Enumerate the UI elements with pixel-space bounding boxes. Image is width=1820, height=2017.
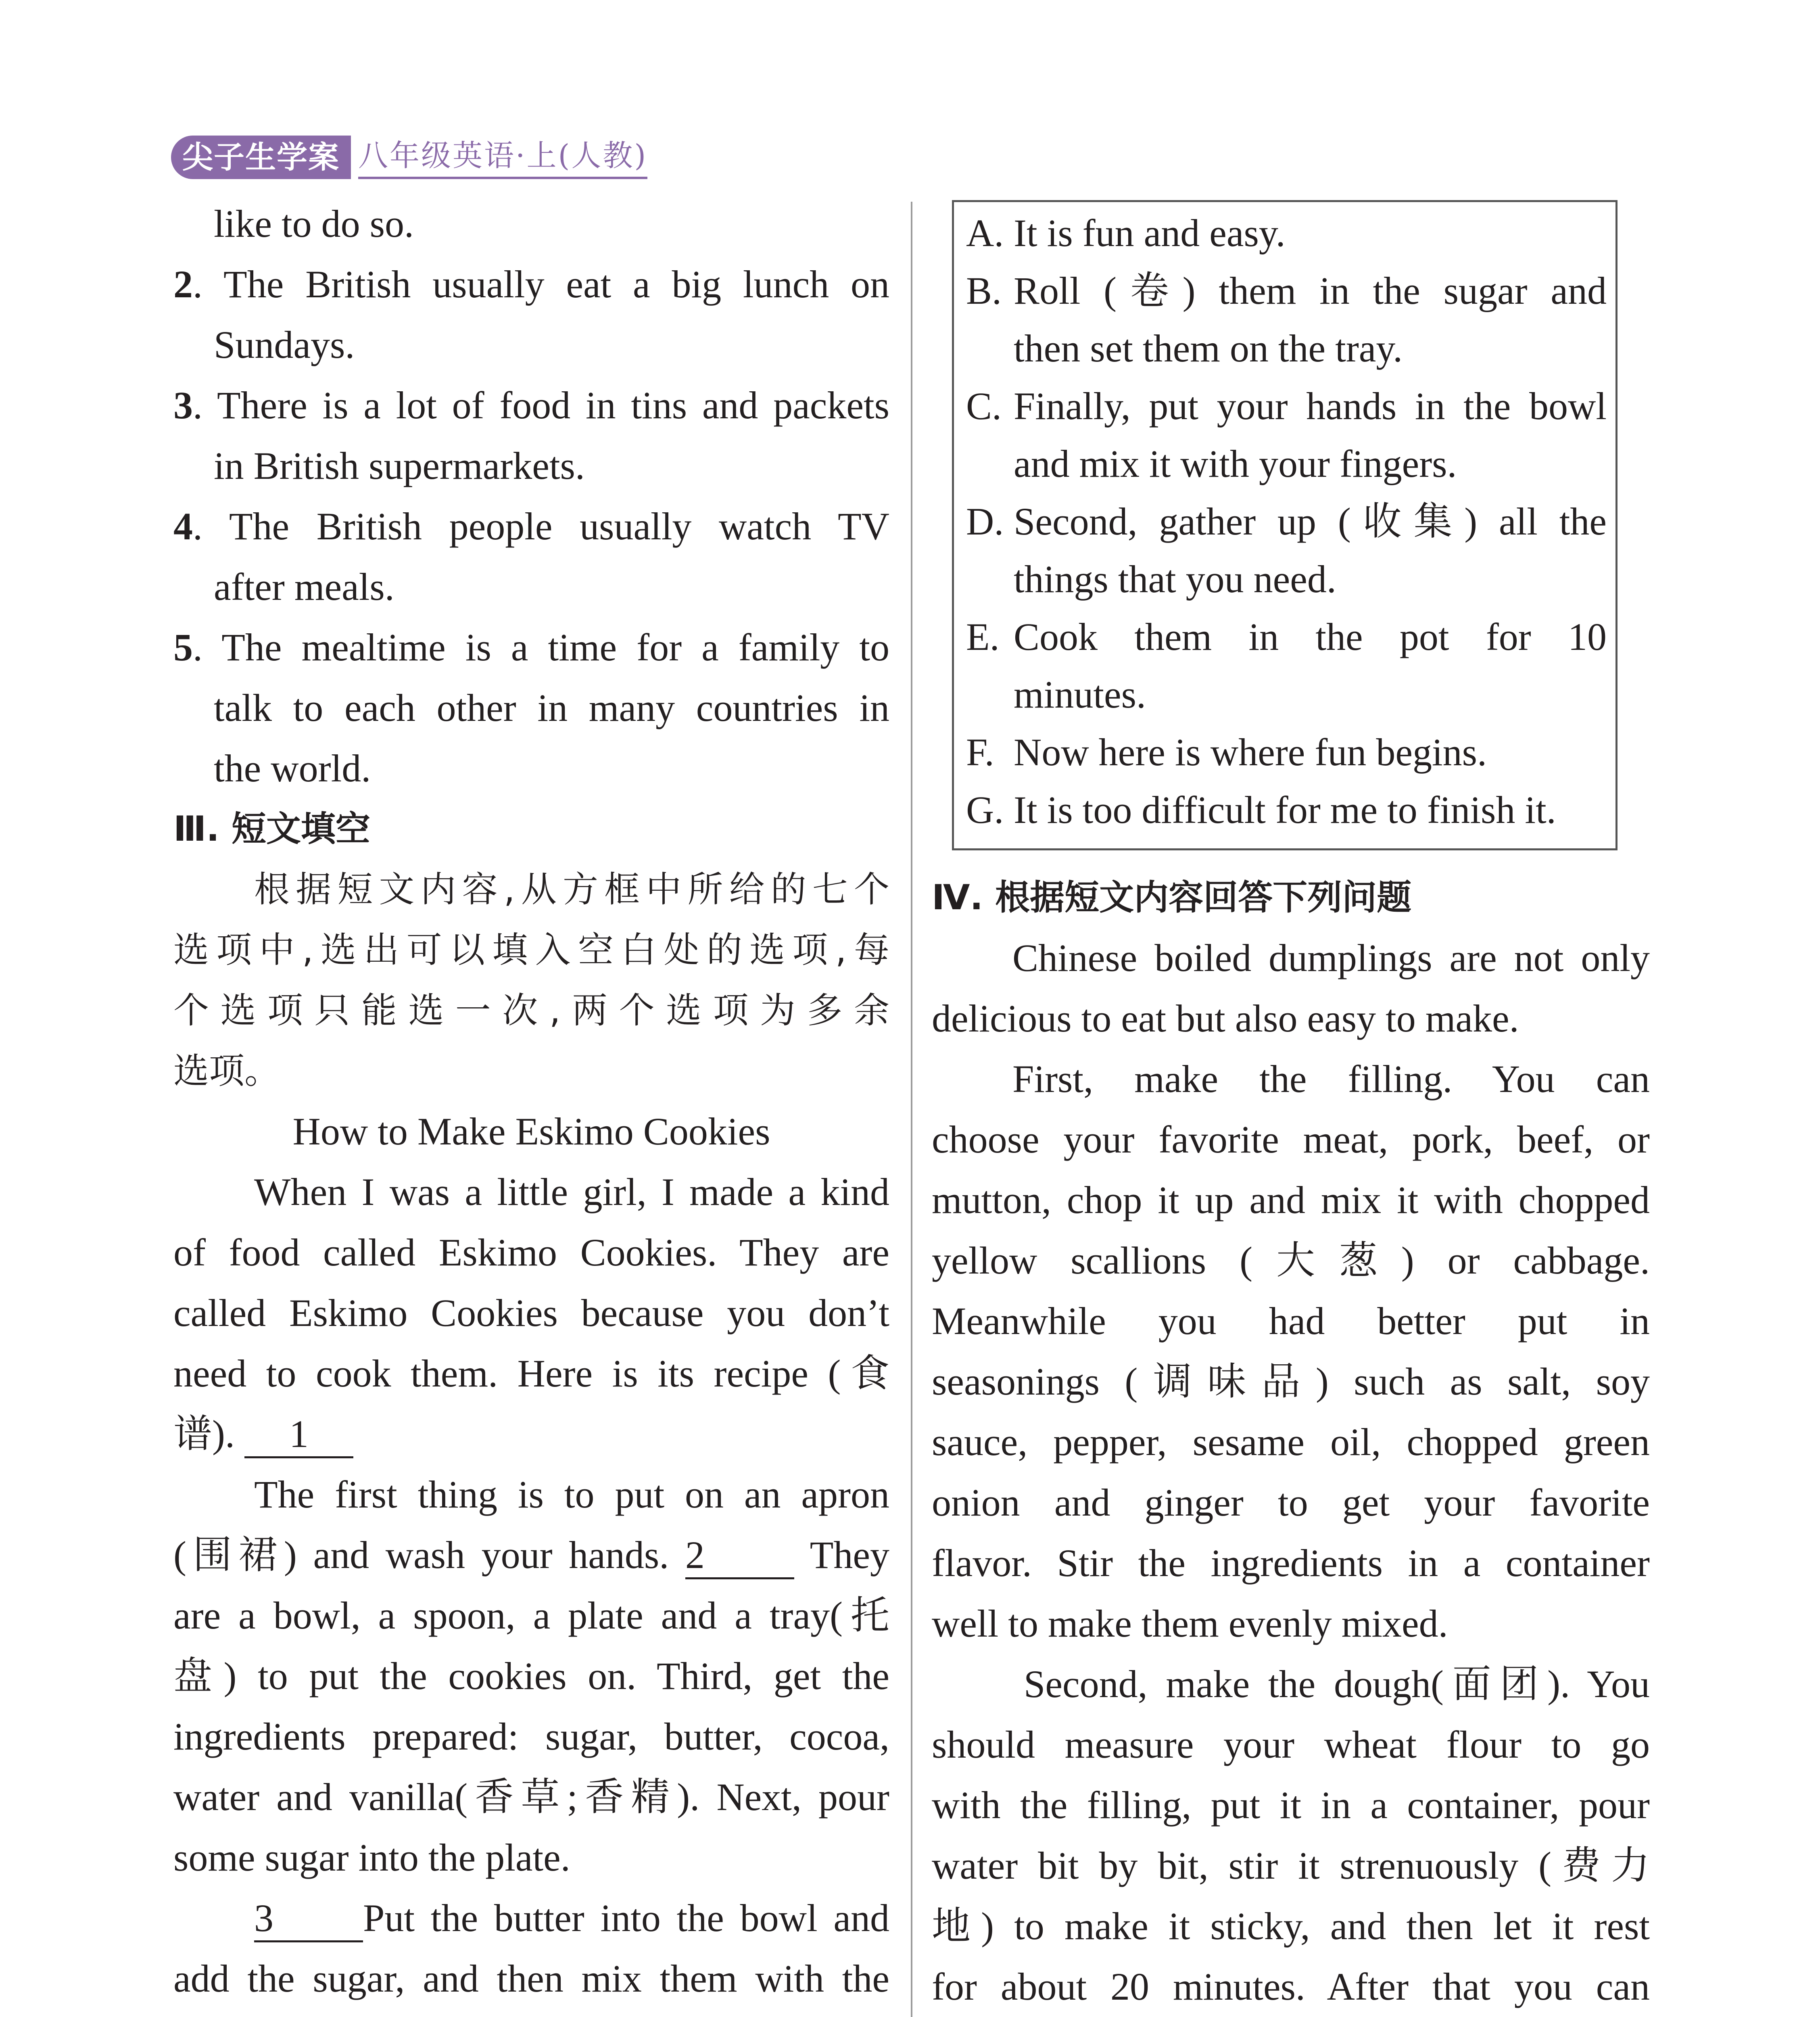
section-3-title: Ⅲ. 短文填空 xyxy=(173,809,370,849)
item-number: 3 xyxy=(173,384,193,427)
option-f: F. Now here is where fun begins. xyxy=(966,723,1607,781)
passage-line: are a bowl, a spoon, a plate and a tray(托 xyxy=(173,1594,889,1637)
item-number: 5 xyxy=(173,626,193,669)
option-letter: B. xyxy=(966,269,1002,312)
passage-line: choose your favorite meat, pork, beef, or xyxy=(932,1118,1650,1161)
option-letter: E. xyxy=(966,615,1000,658)
option-g: G. It is too difficult for me to finish it. xyxy=(966,781,1607,839)
column-divider xyxy=(911,202,912,2017)
passage-line: onion and ginger to get your favorite xyxy=(932,1481,1650,1524)
option-letter: F. xyxy=(966,731,994,774)
section-4-title: Ⅳ. 根据短文内容回答下列问题 xyxy=(932,877,1412,918)
option-letter: C. xyxy=(966,384,1002,428)
passage-line: sauce, pepper, sesame oil, chopped green xyxy=(932,1420,1650,1464)
option-e: E. Cook them in the pot for 10 minutes. xyxy=(966,608,1607,723)
item-text: . The mealtime is a time for a family to xyxy=(193,626,889,669)
options-box xyxy=(952,200,1618,850)
statement-item-2 xyxy=(173,254,889,375)
statement-item-3 xyxy=(173,375,889,496)
statement-item-4 xyxy=(173,496,889,617)
item-text: . The British usually eat a big lunch on xyxy=(193,263,889,306)
passage-line: need to cook them. Here is its recipe (食 xyxy=(173,1352,889,1395)
statement-item-5 xyxy=(173,617,889,799)
item-number: 2 xyxy=(173,263,193,306)
item-text-cont: the world. xyxy=(214,747,371,790)
passage-line: Chinese boiled dumplings are not only xyxy=(1012,936,1650,979)
option-letter: D. xyxy=(966,500,1004,543)
item-text: . There is a lot of food in tins and packets xyxy=(193,384,889,427)
passage-line: 地) to make it sticky, and then let it rest xyxy=(932,1904,1650,1948)
blank-3[interactable]: 3 xyxy=(254,1896,363,1942)
instruction-line: 个选项只能选一次,两个选项为多余 xyxy=(173,990,889,1031)
passage-line: add the sugar, and then mix them with the xyxy=(173,1957,889,2000)
passage-line: The first thing is to put on an apron xyxy=(254,1473,889,1516)
item-number: 4 xyxy=(173,505,193,548)
item-1-continuation: like to do so. xyxy=(214,202,414,245)
passage-line: for about 20 minutes. After that you can xyxy=(932,1965,1650,2008)
item-text-cont: talk to each other in many countries in xyxy=(214,686,889,729)
passage-line: 谱). 1 xyxy=(173,1404,889,1464)
item-text-cont: after meals. xyxy=(214,565,394,608)
option-d: D. Second, gather up (收集) all the things that you need. xyxy=(966,493,1607,608)
passage-line: When I was a little girl, I made a kind xyxy=(254,1170,889,1213)
option-letter: G. xyxy=(966,788,1004,831)
left-column xyxy=(173,194,889,2017)
item-text-cont: Sundays. xyxy=(214,323,355,366)
passage-line: of food called Eskimo Cookies. They are xyxy=(173,1231,889,1274)
passage-line: First, make the filling. You can xyxy=(1012,1057,1650,1100)
passage-title: How to Make Eskimo Cookies xyxy=(292,1110,770,1153)
passage-line: with the filling, put it in a container, pour xyxy=(932,1783,1650,1827)
item-text: . The British people usually watch TV xyxy=(193,505,889,548)
book-subtitle: 八年级英语·上(人教) xyxy=(358,136,647,179)
passage-line xyxy=(173,2009,889,2017)
passage-line: (围裙) and wash your hands. 2 They xyxy=(173,1525,889,1585)
passage-line: seasonings (调味品) such as salt, soy xyxy=(932,1360,1650,1403)
passage-line: flavor. Stir the ingredients in a container xyxy=(932,1541,1650,1585)
passage-line: Meanwhile you had better put in xyxy=(932,1299,1650,1343)
blank-1[interactable]: 1 xyxy=(244,1412,353,1458)
option-b: B. Roll (卷) them in the sugar and then set them on the tray. xyxy=(966,262,1607,377)
passage-line: called Eskimo Cookies because you don’t xyxy=(173,1291,889,1334)
passage-line: ingredients prepared: sugar, butter, cocoa, xyxy=(173,1715,889,1758)
passage-line: some sugar into the plate. xyxy=(173,1836,570,1879)
passage-line: well to make them evenly mixed. xyxy=(932,1602,1448,1645)
instruction-line: 选项。 xyxy=(173,1050,280,1092)
item-text-cont: in British supermarkets. xyxy=(214,444,585,487)
passage-line: water and vanilla(香草;香精). Next, pour xyxy=(173,1775,889,1819)
option-letter: A. xyxy=(966,211,1004,255)
instruction-line: 根据短文内容,从方框中所给的七个 xyxy=(254,869,889,910)
passage-line: yellow scallions (大葱) or cabbage. xyxy=(932,1239,1650,1282)
passage-line: delicious to eat but also easy to make. xyxy=(932,997,1519,1040)
instruction-line: 选项中,选出可以填入空白处的选项,每 xyxy=(173,929,889,971)
passage-line: water bit by bit, stir it strenuously (费力 xyxy=(932,1844,1650,1887)
page-header xyxy=(171,132,647,179)
section-4 xyxy=(932,867,1650,2017)
blank-2[interactable]: 2 xyxy=(685,1533,794,1579)
option-a: A. It is fun and easy. xyxy=(966,204,1607,262)
option-c: C. Finally, put your hands in the bowl and mix it with your fingers. xyxy=(966,377,1607,493)
passage-line: mutton, chop it up and mix it with chopped xyxy=(932,1178,1650,1221)
passage-line: Second, make the dough(面团). You xyxy=(1024,1662,1650,1706)
passage-line: should measure your wheat flour to go xyxy=(932,1723,1650,1766)
passage-line: 3 Put the butter into the bowl and xyxy=(173,1888,889,1948)
passage-line: 盘) to put the cookies on. Third, get the xyxy=(173,1654,889,1698)
brand-label: 尖子生学案 xyxy=(171,136,351,179)
